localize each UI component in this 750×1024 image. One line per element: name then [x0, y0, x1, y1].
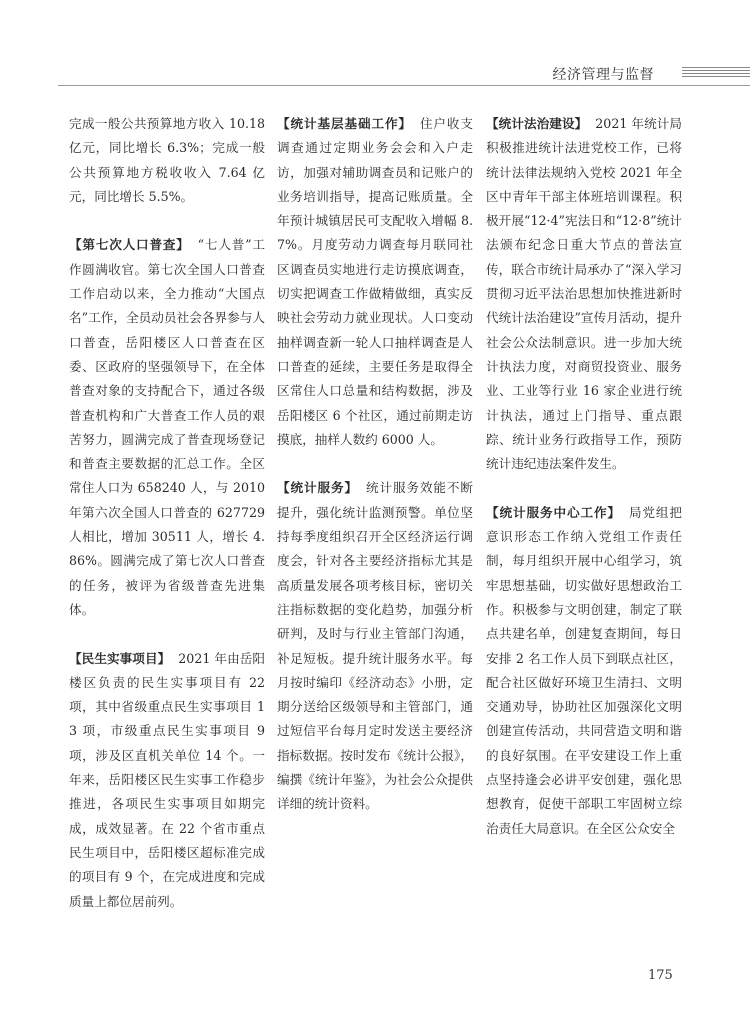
paragraph-statistics-legal — [486, 112, 682, 476]
running-header — [0, 62, 750, 86]
text-column-3 — [486, 112, 682, 841]
header-decoration-lines — [682, 67, 750, 81]
paragraph-text: 统计服务效能不断提升，强化统计监测预警。单位坚持每季度组织召开全区经济运行调度会，针对各主要经济指标尤其是高质量发展各项考核目标，密切关注指标数据的变化趋势，加强分析研判，及时与行业主管部门沟通，补足短板。提升统计服务水平。每月按时编印《经济动态》小册，定期分送给区级领导和主管部门，通过短信平台每月定时发送主要经济指标数据。按时发布《统计公报》，编撰《统计年鉴》，为社会公众提供详细的统计资料。 — [277, 480, 474, 812]
paragraph-heading: 【民生实事项目】 — [69, 650, 171, 666]
paragraph-text: 完成一般公共预算地方收入 10.18 亿元，同比增长 6.3%；完成一般公共预算地方税收收入 7.64 亿元，同比增长 5.5%。 — [69, 116, 265, 204]
paragraph-text: 2021 年由岳阳楼区负责的民生实事项目有 22 项，其中省级重点民生实事项目 13 项，市级重点民生实事项目 9 项，涉及区直机关单位 14 个。一年来，岳阳楼区民生实事工作稳步推进，各项民生实事项目如期完成，成效显著。在 22 个省市重点民生项目中，岳阳楼区超标准完成的项目有 9 个，在完成进度和完成质量上都位居前列。 — [69, 650, 265, 909]
paragraph-text: 2021 年统计局积极推进统计法进党校工作，已将统计法律法规纳入党校 2021 年全区中青年干部主体班培训课程。积极开展“12·4”宪法日和“12·8”统计法颁布纪念日重大节点的普法宣传，联合市统计局承办了“深入学习贯彻习近平法治思想加快推进新时代统计法治建设”宣传月活动，提升社会公众法制意识。进一步加大统计执法力度，对商贸投资业、服务业、工业等行业 16 家企业进行统计执法，通过上门指导、重点跟踪、统计业务行政指导工作，预防统计违纪违法案件发生。 — [486, 116, 682, 472]
paragraph-text: “七人普”工作圆满收官。第七次全国人口普查工作启动以来，全力推动“大国点名”工作，全员动员社会各界参与人口普查，岳阳楼区人口普查在区委、区政府的坚强领导下，在全体普查对象的支持配合下，通过各级普查机构和广大普查工作人员的艰苦努力，圆满完成了普查现场登记和普查主要数据的汇总工作。全区常住人口为 658240 人，与 2010 年第六次全国人口普查的 627729 人相比，增加 30511 人，增长 4.86%。圆满完成了第七次人口普查的任务，被评为省级普查先进集体。 — [69, 237, 265, 617]
paragraph-grassroots-statistics — [277, 112, 473, 452]
paragraph-text: 局党组把意识形态工作纳入党组工作责任制，每月组织开展中心组学习，筑牢思想基础，切实做好思想政治工作。积极参与文明创建，制定了联点共建名单，创建复查期间，每日安排 2 名工作人员下到联点社区，配合社区做好环境卫生清扫、文明交通劝导，协助社区加强深化文明创建宣传活动，共同营造文明和谐的良好氛围。在平安建设工作上重点坚持逢会必讲平安创建，强化思想教育，促使干部职工牢固树立综治责任大局意识。在全区公众安全 — [486, 504, 683, 836]
paragraph-heading: 【统计服务中心工作】 — [486, 504, 621, 520]
paragraph-text: 住户收支调查通过定期业务会会和入户走访，加强对辅助调查员和记账户的业务培训指导，提高记账质量。全年预计城镇居民可支配收入增幅 8.7%。月度劳动力调查每月联同社区调查员实地进行走访摸底调查，切实把调查工作做精做细，真实反映社会劳动力就业现状。人口变动抽样调查新一轮人口抽样调查是人口普查的延续，主要任务是取得全区常住人口总量和结构数据，涉及岳阳楼区 6 个社区，通过前期走访摸底，抽样人数约 6000 人。 — [277, 116, 474, 447]
paragraph-census — [69, 233, 265, 622]
section-title: 经济管理与监督 — [552, 67, 654, 83]
paragraph-heading: 【统计基层基础工作】 — [277, 116, 412, 131]
paragraph-statistics-service — [277, 476, 473, 816]
paragraph-budget-revenue — [69, 112, 265, 209]
paragraph-heading: 【第七次人口普查】 — [69, 237, 190, 253]
paragraph-heading: 【统计服务】 — [277, 480, 358, 496]
header-rule — [58, 85, 750, 86]
text-column-2 — [277, 112, 473, 817]
page-number: 175 — [648, 968, 673, 983]
paragraph-heading: 【统计法治建设】 — [486, 116, 588, 131]
paragraph-livelihood-projects — [69, 647, 265, 914]
text-column-1 — [69, 112, 265, 914]
paragraph-service-center-work — [486, 501, 682, 841]
